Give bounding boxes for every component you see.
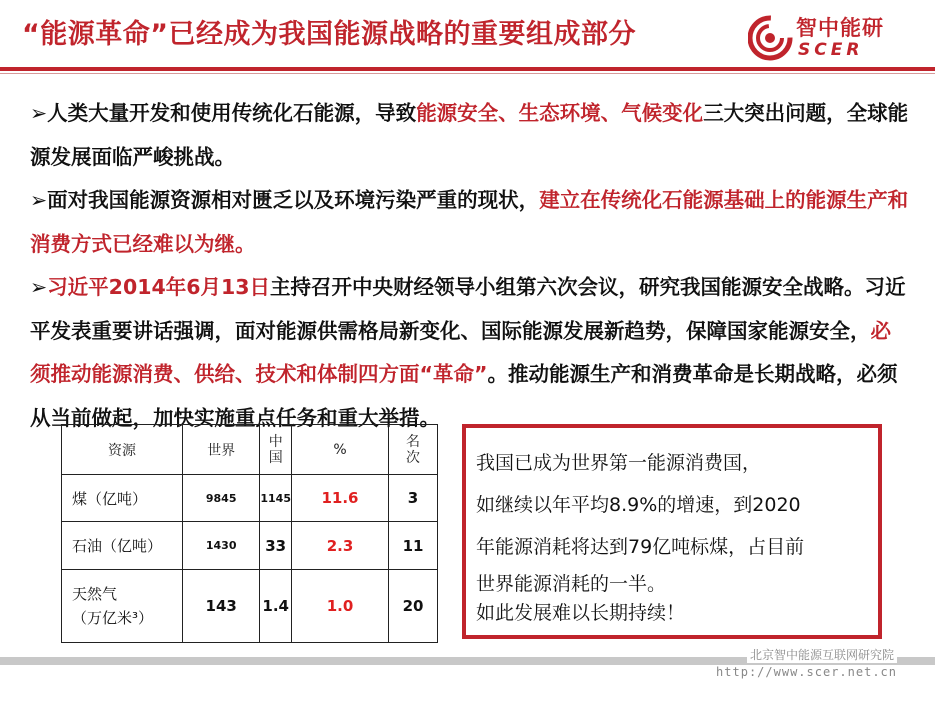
callout-box [462, 424, 882, 639]
callout-line-5: 如此发展难以长期持续！ [476, 602, 686, 624]
bullet-1-highlight: 能源安全、生态环境、气候变化 [416, 101, 704, 125]
cell-rank: 20 [389, 569, 438, 642]
swirl-logo-icon [748, 12, 794, 62]
cell-world: 1430 [183, 522, 260, 569]
bullet-2 [30, 179, 910, 266]
cell-china: 1145 [260, 475, 292, 522]
cell-percent: 1.0 [292, 569, 389, 642]
cell-name-line2: （万亿米³） [72, 608, 154, 627]
footer-url: http://www.scer.net.cn [716, 665, 897, 679]
callout-line-4: 世界能源消耗的一半。 [476, 573, 667, 595]
cell-world: 143 [183, 569, 260, 642]
table-row [62, 522, 438, 569]
cell-name: 煤（亿吨） [62, 475, 183, 522]
table-row [62, 475, 438, 522]
header-rank-label: 名 次 [406, 433, 420, 466]
bullet-3-date: 习近平2014年6月13日 [47, 275, 271, 299]
table-row [62, 569, 438, 642]
cell-world: 9845 [183, 475, 260, 522]
bullet-3 [30, 266, 910, 440]
table-header-row [62, 425, 438, 475]
logo-text-en: SCER [798, 40, 864, 60]
header-percent: % [292, 425, 389, 475]
bullet-1 [30, 92, 910, 179]
callout-line-2: 如继续以年平均8.9%的增速，到2020 [476, 494, 801, 516]
callout-line-1: 我国已成为世界第一能源消费国， [476, 452, 762, 474]
energy-resource-table [61, 424, 438, 643]
slide-title: “能源革命”已经成为我国能源战略的重要组成部分 [22, 19, 636, 50]
bullet-1-prefix: ➢人类大量开发和使用传统化石能源，导致 [30, 101, 417, 125]
bullet-1-suffix: 三大突出问题，全球能源发展面临严峻挑战。 [30, 101, 909, 169]
cell-name [62, 569, 183, 642]
header-divider [0, 67, 935, 71]
scer-logo [748, 12, 898, 62]
cell-china: 33 [260, 522, 292, 569]
bullet-2-highlight: 建立在传统化石能源基础上的能源生产和消费方式已经难以为继。 [30, 188, 909, 256]
logo-text-cn: 智中能研 [796, 16, 884, 40]
bullet-list [30, 92, 910, 440]
cell-rank: 3 [389, 475, 438, 522]
header-resource: 资源 [62, 425, 183, 475]
cell-percent: 11.6 [292, 475, 389, 522]
bullet-3-highlight: 必须推动能源消费、供给、技术和体制四方面“革命” [30, 318, 891, 386]
cell-name: 石油（亿吨） [62, 522, 183, 569]
cell-percent: 2.3 [292, 522, 389, 569]
bullet-3-body: 主持召开中央财经领导小组第六次会议，研究我国能源安全战略。习近平发表重要讲话强调，面对能源供需格局新变化、国际能源发展新趋势，保障国家能源安全， [30, 275, 906, 343]
header-rank [389, 425, 438, 475]
cell-name-line1: 天然气 [72, 584, 118, 603]
bullet-3-arrow: ➢ [30, 275, 48, 299]
header-china [260, 425, 292, 475]
bullet-2-prefix: ➢面对我国能源资源相对匮乏以及环境污染严重的现状， [30, 188, 540, 212]
bullet-3-suffix: 。推动能源生产和消费革命是长期战略，必须从当前做起，加快实施重点任务和重大举措。 [30, 362, 898, 430]
cell-china: 1.4 [260, 569, 292, 642]
footer-org-name: 北京智中能源互联网研究院 [747, 646, 897, 663]
callout-line-3: 年能源消耗将达到79亿吨标煤，占目前 [476, 536, 805, 558]
cell-rank: 11 [389, 522, 438, 569]
header-china-label: 中 国 [268, 433, 283, 466]
header-world: 世界 [183, 425, 260, 475]
header-divider-thin [0, 73, 935, 74]
